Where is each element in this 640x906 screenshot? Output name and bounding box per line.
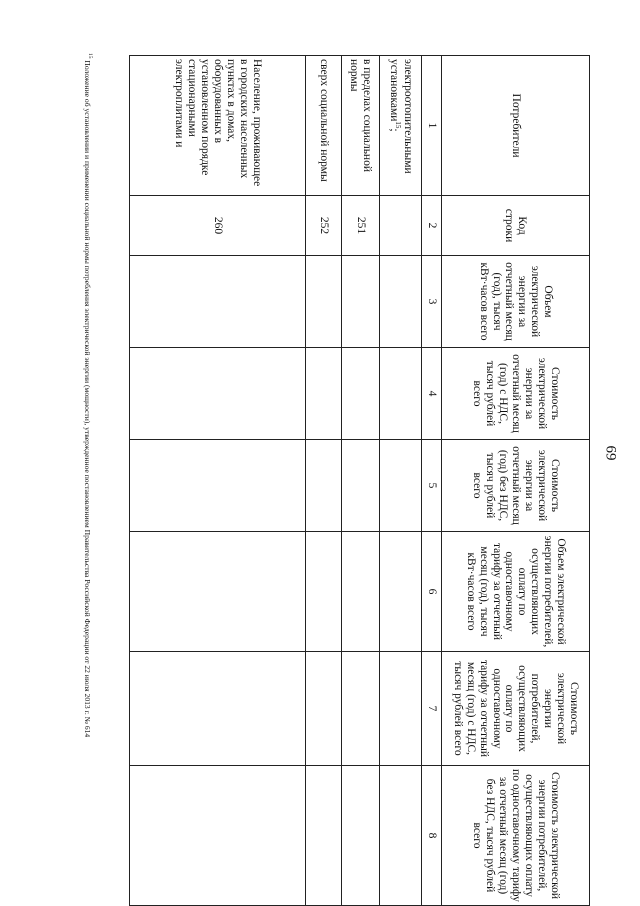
row-label: в пределах социальной нормы <box>342 56 380 196</box>
table-cell <box>130 348 306 440</box>
table-cell <box>306 652 342 766</box>
header-consumers: Потребители <box>442 56 590 196</box>
row-code <box>380 196 422 256</box>
footnote-marker: 15 <box>86 53 93 59</box>
header-cost-single-rate-with-vat: Стоимость электрической энергии потребителей, осуществляющих оплату по одноставочному тарифу за отчетный месяц (год) с НДС, тысяч рублей всего <box>442 652 590 766</box>
table-row <box>380 56 422 906</box>
table-cell <box>306 532 342 652</box>
row-label: сверх социальной нормы <box>306 56 342 196</box>
table-cell <box>306 256 342 348</box>
table-cell <box>130 256 306 348</box>
table-header-row <box>442 56 590 906</box>
row-code: 251 <box>342 196 380 256</box>
row-label: Население, проживающее в городских населенных пунктах в домах, оборудованных в установленном порядке стационарными электроплитами и <box>130 56 306 196</box>
header-cost-with-vat: Стоимость электрической энергии за отчетный месяц (год) с НДС, тысяч рублей всего <box>442 348 590 440</box>
table-cell <box>306 766 342 906</box>
footnote <box>83 53 93 853</box>
footnote-text: Положение об установлении и применении социальной нормы потребления электрической энергии (мощности), утвержденное постановлением Правительства Российской Федерации от 22 июля 2013 г. № 614 <box>83 60 93 738</box>
table-cell <box>342 652 380 766</box>
table-row <box>306 56 342 906</box>
table-cell <box>130 440 306 532</box>
consumers-table <box>129 55 590 906</box>
row-code: 252 <box>306 196 342 256</box>
column-number: 7 <box>422 652 442 766</box>
table-cell <box>306 440 342 532</box>
column-number: 2 <box>422 196 442 256</box>
table-cell <box>342 766 380 906</box>
table-cell <box>380 256 422 348</box>
page-number: 69 <box>602 445 619 461</box>
table-cell <box>342 532 380 652</box>
header-row-code: Код строки <box>442 196 590 256</box>
column-number: 4 <box>422 348 442 440</box>
table-cell <box>306 348 342 440</box>
row-label: электроотопительными установками$^{15}$; <box>380 56 422 196</box>
table-cell <box>130 652 306 766</box>
header-volume-total: Объем электрической энергии за отчетный месяц (год), тысяч кВт·часов всего <box>442 256 590 348</box>
column-number: 5 <box>422 440 442 532</box>
header-volume-single-rate: Объем электрической энергии потребителей, осуществляющих оплату по одноставочному тарифу за отчетный месяц (год), тысяч кВт·часов всего <box>442 532 590 652</box>
table-row <box>130 56 306 906</box>
header-cost-single-rate-without-vat: Стоимость электрической энергии потребителей, осуществляющих оплату по одноставочному тарифу за отчетный месяц (год) без НДС, тысяч рублей всего <box>442 766 590 906</box>
column-number: 8 <box>422 766 442 906</box>
column-number: 1 <box>422 56 442 196</box>
table-cell <box>130 766 306 906</box>
table-cell <box>342 440 380 532</box>
table-row <box>342 56 380 906</box>
table-cell <box>380 652 422 766</box>
table-cell <box>342 256 380 348</box>
rotated-table-container <box>130 55 590 905</box>
table-cell <box>130 532 306 652</box>
row-code: 260 <box>130 196 306 256</box>
column-number: 6 <box>422 532 442 652</box>
column-number: 3 <box>422 256 442 348</box>
column-number-row <box>422 56 442 906</box>
table-cell <box>380 348 422 440</box>
table-cell <box>342 348 380 440</box>
table-cell <box>380 766 422 906</box>
header-cost-without-vat: Стоимость электрической энергии за отчетный месяц (год) без НДС, тысяч рублей всего <box>442 440 590 532</box>
table-cell <box>380 440 422 532</box>
table-cell <box>380 532 422 652</box>
footnote-reference: 15 <box>393 121 402 129</box>
